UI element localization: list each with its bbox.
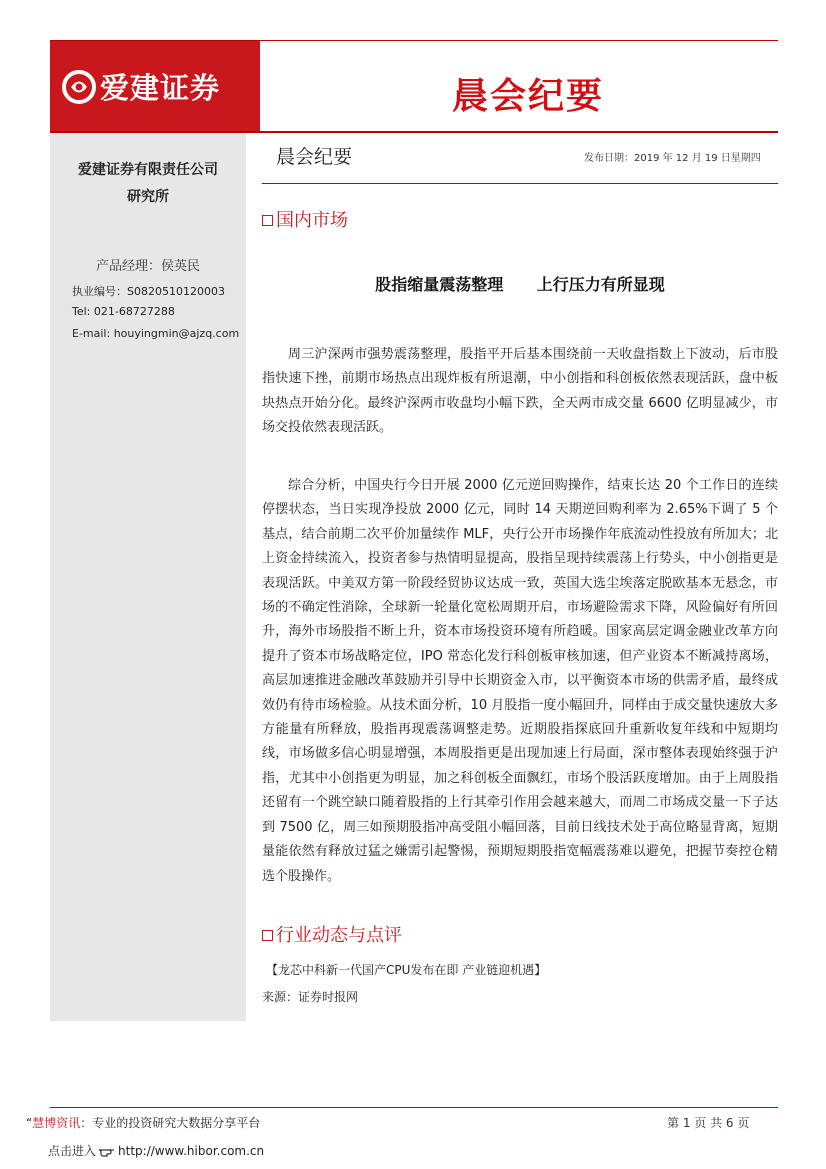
sidebar-company: 爱建证券有限责任公司 [78, 162, 218, 178]
news-title: 【龙芯中科新一代国产CPU发布在即 产业链迎机遇】 [266, 963, 547, 977]
footer-link-prefix: 点击进入 [48, 1144, 97, 1158]
article-title: 股指缩量震荡整理 上行压力有所显现 [375, 275, 665, 294]
doc-type-label: 晨会纪要 [276, 146, 353, 168]
sidebar-manager: 产品经理：侯英民 [95, 259, 200, 274]
footer-slogan-rest: ：专业的投资研究大数据分享平台 [80, 1116, 261, 1130]
sidebar [50, 133, 246, 1021]
paragraph: 周三沪深两市强势震荡整理，股指平开后基本围绕前一天收盘指数上下波动，后市股指快速下挫，前期市场热点出现炸板有所退潮，中小创指和科创板依然表现活跃，盘中板块热点开始分化。最终沪深两市收盘均小幅下跌，全天两市成交量 6600 亿明显减少，市场交投依然表现活跃。 [262, 347, 778, 436]
page-number: 第 1 页 共 6 页 [667, 1116, 750, 1130]
checkbox-bullet-icon [262, 215, 273, 226]
news-source: 来源：证券时报网 [262, 990, 359, 1004]
section-heading-text: 行业动态与点评 [276, 925, 402, 946]
footer-rule [50, 1107, 778, 1108]
footer-slogan-highlight: 慧博资讯 [32, 1116, 81, 1130]
footer-link-url[interactable]: http://www.hibor.com.cn [118, 1143, 265, 1158]
logo-text: 爱建证券 [100, 71, 221, 105]
sidebar-tel: Tel: 021-68727288 [72, 305, 175, 318]
section-heading-industry [262, 921, 402, 947]
report-title: 晨会纪要 [452, 76, 605, 117]
subheader-rule [262, 183, 778, 184]
section-heading-text: 国内市场 [276, 210, 348, 231]
pointing-hand-icon [98, 1144, 116, 1158]
checkbox-bullet-icon [262, 930, 273, 941]
footer-link-row[interactable] [48, 1142, 264, 1159]
sidebar-email[interactable]: E-mail: houyingmin@ajzq.com [72, 327, 240, 340]
sidebar-license: 执业编号：S0820510120003 [72, 285, 225, 298]
footer-slogan: “慧博资讯：专业的投资研究大数据分享平台 [26, 1116, 261, 1130]
company-logo-icon [62, 70, 96, 104]
sidebar-department: 研究所 [127, 189, 169, 205]
paragraph: 综合分析，中国央行今日开展 2000 亿元逆回购操作，结束长达 20 个工作日的连续停摆状态，当日实现净投放 2000 亿元，同时 14 天期逆回购利率为 2.65%下调了 5 个基点，结合前期二次平价加量续作 MLF，央行公开市场操作年底流动性投放有所加大；北上资金持续流入，投资者参与热情明显提高，股指呈现持续震荡上行势头，中小创指更是表现活跃。中美双方第一阶段经贸协议达成一致，英国大选尘埃落定脱欧基本无悬念，市场的不确定性消除，全球新一轮量化宽松周期开启，市场避险需求下降，风险偏好有所回升，海外市场股指不断上升，资本市场投资环境有所趋暖。国家高层定调金融业改革方向提升了资本市场战略定位，IPO 常态化发行科创板审核加速，但产业资本不断减持离场，高层加速推进金融改革鼓励并引导中长期资金入市，以平衡资本市场的供需矛盾，最终成效仍有待市场检验。从技术面分析，10 月股指一度小幅回升，同样由于成交量快速放大多方能量有所释放，股指再现震荡调整走势。近期股指探底回升重新收复年线和中短期均线，市场做多信心明显增强，本周股指更是出现加速上行局面，深市整体表现始终强于沪指，尤其中小创指更为明显，加之科创板全面飘红，市场个股活跃度增加。由于上周股指还留有一个跳空缺口随着股指的上行其牵引作用会越来越大，而周二市场成交量一下子达到 7500 亿，周三如预期股指冲高受阻小幅回落，目前日线技术处于高位略显背离，短期量能依然有释放过猛之嫌需引起警惕，预期短期股指宽幅震荡难以避免，把握节奏控仓精选个股操作。 [262, 478, 778, 884]
publish-date: 发布日期：2019 年 12 月 19 日星期四 [584, 153, 761, 164]
section-heading-domestic [262, 206, 348, 232]
